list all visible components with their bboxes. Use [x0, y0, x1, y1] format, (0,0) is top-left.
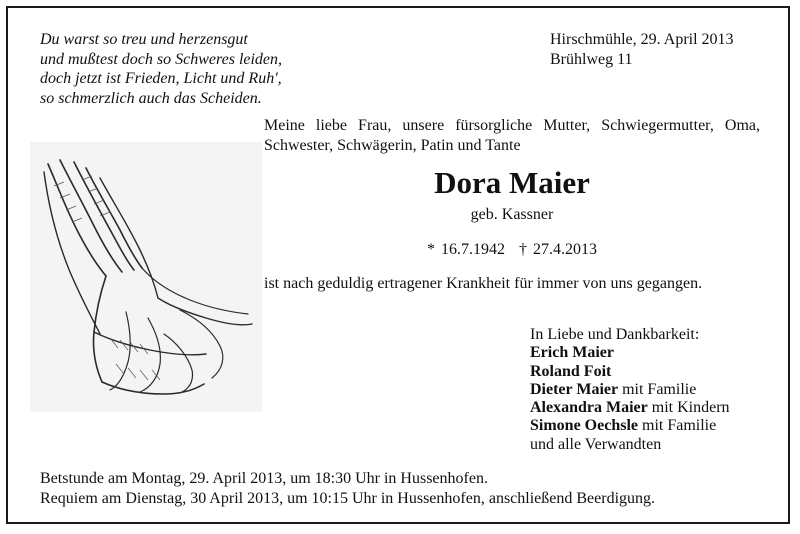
poem [40, 30, 282, 108]
praying-hands-icon [30, 142, 262, 412]
mourner-entry [530, 381, 730, 399]
mourner-entry [530, 399, 730, 417]
requiem-service: Requiem am Dienstag, 30 April 2013, um 10:15 Uhr in Hussenhofen, anschließend Beerdigung. [40, 489, 656, 507]
mourners-block [530, 326, 730, 454]
mourner-name: Erich Maier [530, 344, 614, 362]
life-dates [264, 240, 760, 260]
prayer-service: Betstunde am Montag, 29. April 2013, um 18:30 Uhr in Hussenhofen. [40, 470, 488, 487]
address: Brühlweg 11 [550, 50, 633, 68]
mourner-entry [530, 363, 730, 381]
poem-line: und mußtest doch so Schweres leiden, [40, 50, 283, 68]
mourner-name: Alexandra Maier [530, 399, 648, 417]
death-date: † 27.4.2013 [519, 241, 597, 258]
mourner-suffix: mit Familie [638, 417, 717, 435]
mourners-closing: und alle Verwandten [530, 435, 662, 453]
intro-text: Meine liebe Frau, unsere fürsorgliche Mutter, Schwiegermutter, Oma, Schwester, Schwägerin, Patin und Tante [264, 117, 760, 154]
mourner-suffix: mit Familie [618, 380, 697, 398]
mourner-entry [530, 417, 730, 435]
mourner-name: Roland Foit [530, 362, 612, 380]
mourner-name: Simone Oechsle [530, 417, 638, 435]
deceased-name: Dora Maier [434, 165, 590, 200]
passing-text: ist nach geduldig ertragener Krankheit für immer von uns gegangen. [264, 275, 703, 292]
birth-date: * 16.7.1942 [427, 241, 505, 258]
mourners-heading: In Liebe und Dankbarkeit: [530, 326, 700, 343]
service-info [40, 469, 655, 508]
place-and-date [550, 30, 734, 69]
poem-line: Du warst so treu und herzensgut [40, 31, 248, 48]
mourner-name: Dieter Maier [530, 380, 619, 398]
birth-name: geb. Kassner [470, 206, 554, 223]
mourner-suffix: mit Kindern [647, 399, 730, 417]
place-date: Hirschmühle, 29. April 2013 [550, 31, 734, 48]
poem-line: so schmerzlich auch das Scheiden. [40, 89, 262, 107]
mourner-entry [530, 344, 730, 362]
poem-line: doch jetzt ist Frieden, Licht und Ruh', [40, 70, 282, 87]
